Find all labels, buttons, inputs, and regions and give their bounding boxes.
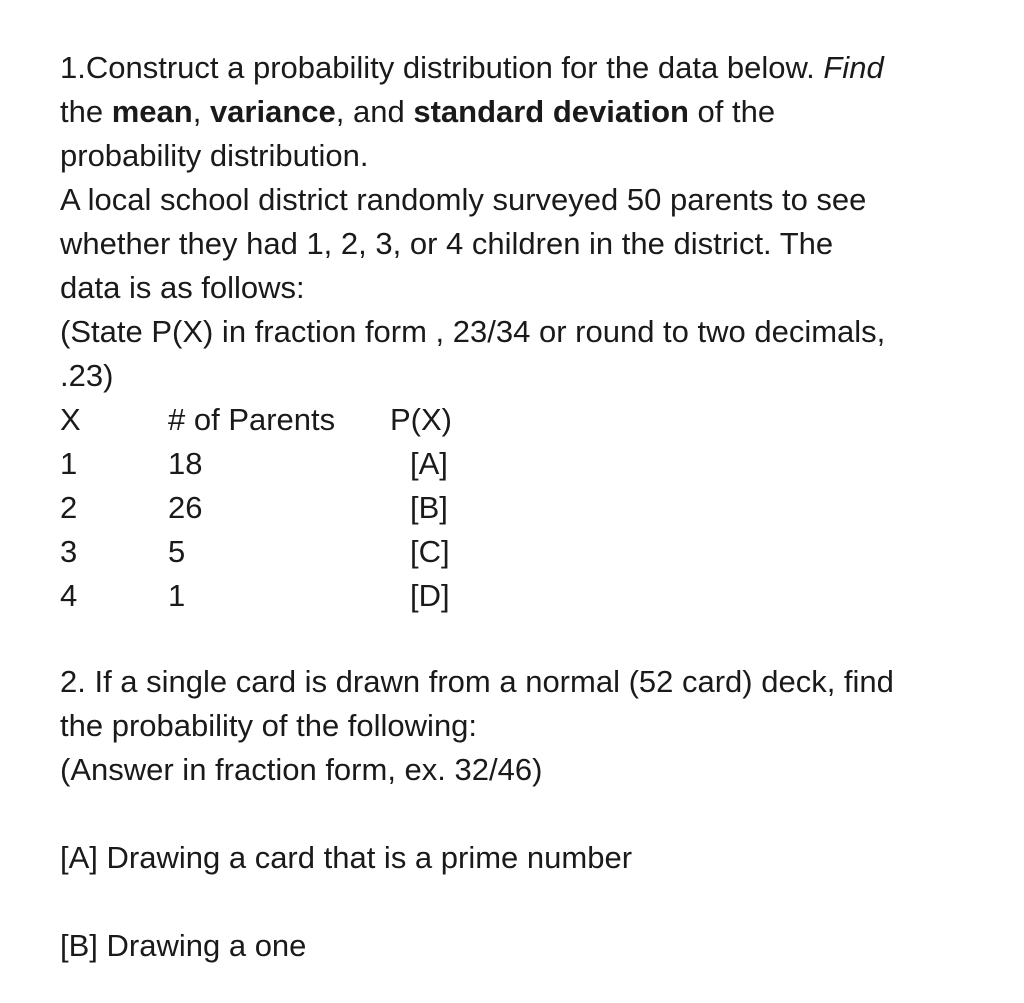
q2-part-b: [B] Drawing a one bbox=[60, 928, 307, 963]
cell-parents: 1 bbox=[168, 578, 186, 613]
context-line-2: whether they had 1, 2, 3, or 4 children in the district. The bbox=[60, 226, 834, 261]
header-x: X bbox=[60, 402, 81, 437]
q1-and: , and bbox=[335, 94, 414, 129]
distribution-table bbox=[60, 398, 980, 618]
context-line-3: data is as follows: bbox=[60, 270, 305, 305]
q1-std: standard deviation bbox=[413, 94, 689, 129]
q1-comma: , bbox=[192, 94, 210, 129]
q2-line-1: 2. If a single card is drawn from a normal (52 card) deck, find bbox=[60, 664, 894, 699]
cell-parents: 26 bbox=[168, 490, 203, 525]
header-px: P(X) bbox=[390, 402, 452, 437]
q2-line-3: (Answer in fraction form, ex. 32/46) bbox=[60, 752, 543, 787]
spacer bbox=[60, 880, 980, 924]
spacer bbox=[60, 792, 980, 836]
header-parents: # of Parents bbox=[168, 402, 336, 437]
cell-parents: 18 bbox=[168, 446, 203, 481]
table-header-row bbox=[60, 398, 660, 442]
q2-part-a: [A] Drawing a card that is a prime number bbox=[60, 840, 633, 875]
instruction-line-2: .23) bbox=[60, 358, 114, 393]
q1-find: Find bbox=[823, 50, 884, 85]
question-2-prompt bbox=[60, 660, 980, 792]
cell-x: 1 bbox=[60, 446, 78, 481]
question-1-context bbox=[60, 178, 980, 398]
question-1-prompt bbox=[60, 46, 980, 178]
table-row bbox=[60, 574, 660, 618]
q2-line-2: the probability of the following: bbox=[60, 708, 478, 743]
q1-prob-dist: probability distribution. bbox=[60, 138, 369, 173]
q1-of-the: of the bbox=[688, 94, 776, 129]
q1-the-a: the bbox=[60, 94, 112, 129]
q1-prefix: 1.Construct a probability distribution for the data below. bbox=[60, 50, 824, 85]
table-row bbox=[60, 486, 660, 530]
cell-px: [D] bbox=[410, 578, 450, 613]
instruction-line-1: (State P(X) in fraction form , 23/34 or round to two decimals, bbox=[60, 314, 886, 349]
document-page bbox=[60, 46, 980, 968]
cell-parents: 5 bbox=[168, 534, 186, 569]
context-line-1: A local school district randomly surveyed 50 parents to see bbox=[60, 182, 867, 217]
table-row bbox=[60, 442, 660, 486]
q1-variance: variance bbox=[209, 94, 336, 129]
cell-x: 4 bbox=[60, 578, 78, 613]
cell-x: 2 bbox=[60, 490, 78, 525]
cell-px: [C] bbox=[410, 534, 450, 569]
q1-mean: mean bbox=[111, 94, 193, 129]
cell-px: [B] bbox=[410, 490, 448, 525]
table-row bbox=[60, 530, 660, 574]
cell-px: [A] bbox=[410, 446, 448, 481]
cell-x: 3 bbox=[60, 534, 78, 569]
